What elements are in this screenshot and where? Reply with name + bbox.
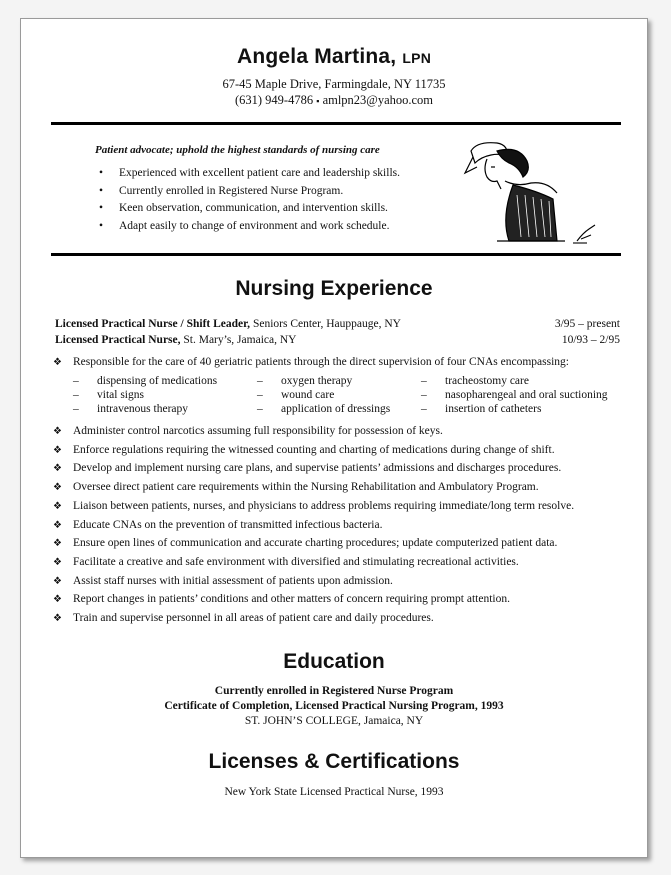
name-text: Angela Martina,	[236, 45, 397, 68]
summary-item: • Currently enrolled in Registered Nurse Program.	[99, 183, 400, 201]
diamond-bullet-icon: ❖	[53, 594, 62, 606]
duty-text: Assist staff nurses with initial assessment of patients upon admission.	[73, 574, 393, 587]
contact-line	[21, 93, 647, 108]
duty-item	[53, 441, 633, 460]
dash-icon: –	[73, 375, 79, 387]
diamond-bullet-icon: ❖	[53, 575, 62, 587]
education-line: Currently enrolled in Registered Nurse Program	[214, 685, 454, 697]
nurse-illustration	[457, 137, 607, 249]
duty-item	[53, 590, 633, 609]
duty-text: Facilitate a creative and safe environment with diversified and stimulating recreational activities.	[73, 555, 519, 568]
credential: LPN	[402, 50, 432, 66]
duty-item	[53, 516, 633, 535]
dash-icon: –	[421, 375, 427, 387]
skill-text: tracheostomy care	[445, 375, 529, 387]
skill-text: insertion of catheters	[445, 403, 542, 415]
skill-text: vital signs	[97, 389, 144, 401]
duty-text: Ensure open lines of communication and accurate charting procedures; update computerized patient data.	[73, 537, 558, 550]
skill-text: nasopharengeal and oral suctioning	[445, 389, 608, 401]
license-line: New York State Licensed Practical Nurse, 1993	[224, 786, 444, 798]
summary-list	[99, 165, 400, 235]
skill-text: intravenous therapy	[97, 403, 189, 415]
email: amlpn23@yahoo.com	[322, 93, 434, 107]
duty-text: Responsible for the care of 40 geriatric patients through the direct supervision of four CNAs encompassing:	[73, 356, 569, 368]
tagline: Patient advocate; uphold the highest standards of nursing care	[95, 144, 380, 156]
duty-item	[53, 353, 633, 372]
resume-page	[20, 18, 648, 858]
dash-icon: –	[73, 403, 79, 415]
skill-item	[257, 374, 352, 388]
diamond-bullet-icon: ❖	[53, 613, 62, 624]
job-title: Licensed Practical Nurse / Shift Leader,	[55, 318, 251, 330]
phone: (631) 949-4786	[234, 93, 314, 107]
duty-text: Educate CNAs on the prevention of transmitted infectious bacteria.	[73, 518, 383, 531]
duty-text: Report changes in patients’ conditions and other matters of concern requiring prompt attention.	[73, 593, 510, 606]
diamond-bullet-icon: ❖	[53, 444, 62, 456]
education-line: ST. JOHN’S COLLEGE, Jamaica, NY	[244, 715, 424, 727]
duty-text: Administer control narcotics assuming full responsibility for possession of keys.	[73, 425, 443, 437]
diamond-bullet-icon: ❖	[53, 482, 62, 494]
skill-item	[73, 374, 217, 388]
job-title: Licensed Practical Nurse,	[55, 334, 181, 346]
duty-text: Enforce regulations requiring the witnessed counting and charting of medications during change of shift.	[73, 443, 555, 456]
dash-icon: –	[257, 375, 263, 387]
duty-item	[53, 553, 633, 572]
summary-item: • Keen observation, communication, and intervention skills.	[99, 200, 400, 218]
summary-divider	[51, 253, 621, 256]
duty-text: Train and supervise personnel in all areas of patient care and daily procedures.	[73, 612, 434, 624]
duty-text: Oversee direct patient care requirements within the Nursing Rehabilitation and Ambulatory Program.	[73, 481, 539, 494]
duty-item	[53, 534, 633, 553]
diamond-bullet-icon: ❖	[53, 500, 62, 512]
job-entry	[55, 317, 620, 332]
duty-item	[53, 422, 633, 441]
duty-item	[53, 459, 633, 478]
education-line: Certificate of Completion, Licensed Practical Nursing Program, 1993	[164, 700, 504, 712]
skill-item	[73, 388, 144, 402]
skill-text: wound care	[281, 389, 335, 401]
dash-icon: –	[257, 389, 263, 401]
duty-item	[53, 609, 633, 628]
diamond-bullet-icon: ❖	[53, 357, 62, 368]
skill-item	[421, 402, 541, 416]
job-place: Seniors Center, Hauppauge, NY	[250, 318, 401, 330]
diamond-bullet-icon: ❖	[53, 556, 62, 568]
skill-text: dispensing of medications	[97, 375, 218, 387]
job-dates: 10/93 – 2/95	[561, 334, 620, 346]
diamond-bullet-icon: ❖	[53, 519, 62, 531]
licenses-heading: Licenses & Certifications	[208, 750, 460, 773]
job-dates: 3/95 – present	[554, 318, 620, 330]
summary-item: • Experienced with excellent patient care and leadership skills.	[99, 165, 400, 183]
top-divider	[51, 122, 621, 125]
experience-heading: Nursing Experience	[235, 277, 433, 300]
skill-item	[73, 402, 188, 416]
dash-icon: –	[421, 389, 427, 401]
address: 67-45 Maple Drive, Farmingdale, NY 11735	[222, 77, 446, 91]
summary-item: • Adapt easily to change of environment and work schedule.	[99, 218, 400, 236]
duty-text: Develop and implement nursing care plans, and supervise patients’ admissions and discharges procedures.	[73, 462, 562, 475]
diamond-bullet-icon: ❖	[53, 538, 62, 550]
skill-item	[257, 388, 334, 402]
job-place: St. Mary’s, Jamaica, NY	[180, 334, 297, 346]
skill-text: oxygen therapy	[281, 375, 353, 387]
candidate-name	[21, 45, 647, 69]
skill-item	[257, 402, 390, 416]
skill-item	[421, 388, 608, 402]
duty-item	[53, 478, 633, 497]
separator-icon: ▪	[316, 96, 320, 106]
dash-icon: –	[421, 403, 427, 415]
duty-item	[53, 497, 633, 516]
diamond-bullet-icon: ❖	[53, 463, 62, 475]
duty-text: Liaison between patients, nurses, and physicians to address problems requiring immediate/long term resolve.	[73, 499, 575, 512]
skill-text: application of dressings	[281, 403, 391, 415]
diamond-bullet-icon: ❖	[53, 426, 62, 437]
job-entry	[55, 333, 620, 348]
education-heading: Education	[283, 650, 385, 673]
skill-item	[421, 374, 529, 388]
duty-item	[53, 572, 633, 591]
dash-icon: –	[257, 403, 263, 415]
dash-icon: –	[73, 389, 79, 401]
